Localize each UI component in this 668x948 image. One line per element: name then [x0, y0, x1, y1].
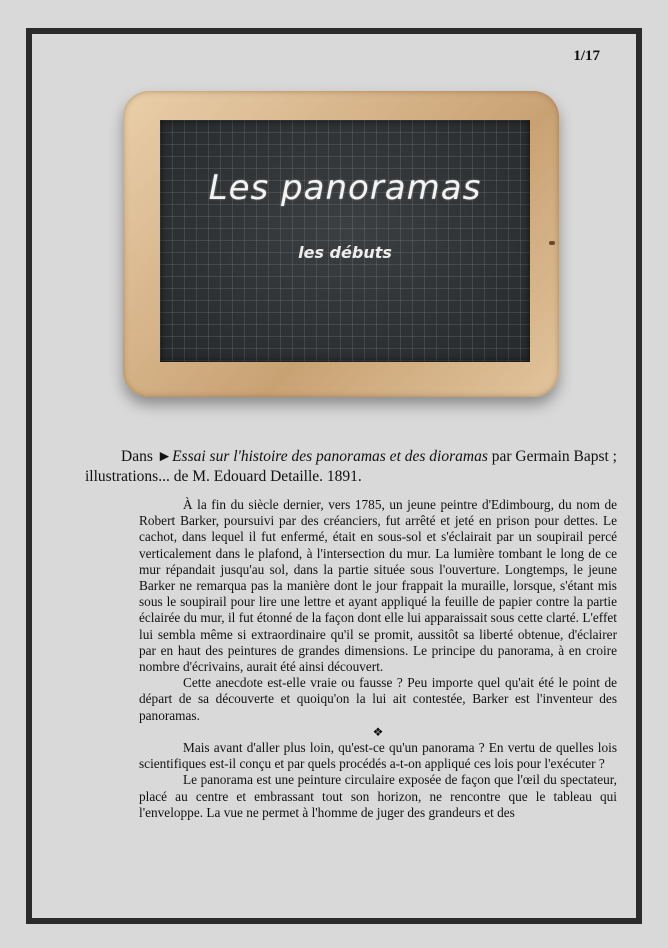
book-title-link[interactable]: Essai sur l'histoire des panoramas et des dioramas: [172, 448, 488, 465]
paragraph: À la fin du siècle dernier, vers 1785, un jeune peintre d'Edimbourg, du nom de Robert Barker, poursuivi par des créanciers, fut arrêté et jeté en prison pour dettes. Le cachot, dans lequel il fut enfermé, était en sous-sol et s'éclairait par un soupirail percé verticalement dans le plafond, à l'intersection du mur. La lumière tombant le long de ce mur répandait jusqu'au sol, dans la partie située sous l'ouverture. Longtemps, le jeune Barker ne remarqua pas la manière dont le jour frappait la muraille, lorsque, s'étant mis sous le soupirail pour lire une lettre et ayant appliqué la feuille de papier contre la partie éclairée du mur, il fut étonné de la façon dont elle lui apparaissait sous cette clarté. L'effet lui sembla même si extraordinaire qu'il se promit, aussitôt sa liberté obtenue, d'éclairer par en haut des peintures de grandes dimensions. Le principe du panorama, à en croire nombre d'écrivains, aurait été ainsi découvert.: [139, 497, 617, 675]
chalkboard-title: Les panoramas: [208, 168, 482, 208]
paragraph: Le panorama est une peinture circulaire exposée de façon que l'œil du spectateur, placé au centre et embrassant tout son horizon, ne rencontre que le tableau qui l'enveloppe. La vue ne permet à l'homme de juger des grandeurs et des: [139, 772, 617, 820]
nail-icon: [549, 241, 555, 245]
separator-ornament: ❖: [372, 724, 384, 739]
paragraph: Cette anecdote est-elle vraie ou fausse ? Peu importe quel qu'ait été le point de départ de sa découverte et quoiqu'on la lui ait contestée, Barker est l'inventeur des panoramas.: [139, 675, 617, 723]
article-body: [139, 497, 617, 821]
chalkboard-subtitle: les débuts: [298, 243, 392, 262]
intro-suffix: par Germain Bapst ; illustrations... de M. Edouard Detaille. 1891.: [85, 448, 617, 485]
chalkboard-slate: [160, 120, 530, 362]
page-number: 1/17: [573, 48, 600, 64]
chalkboard-image: [123, 91, 559, 397]
intro-prefix: Dans ►: [121, 448, 173, 465]
source-reference: [85, 447, 617, 487]
paragraph: Mais avant d'aller plus loin, qu'est-ce qu'un panorama ? En vertu de quelles lois scientifiques est-il conçu et par quels procédés a-t-on appliqué ces lois pour l'exécuter ?: [139, 740, 617, 772]
page-frame: [26, 28, 642, 924]
